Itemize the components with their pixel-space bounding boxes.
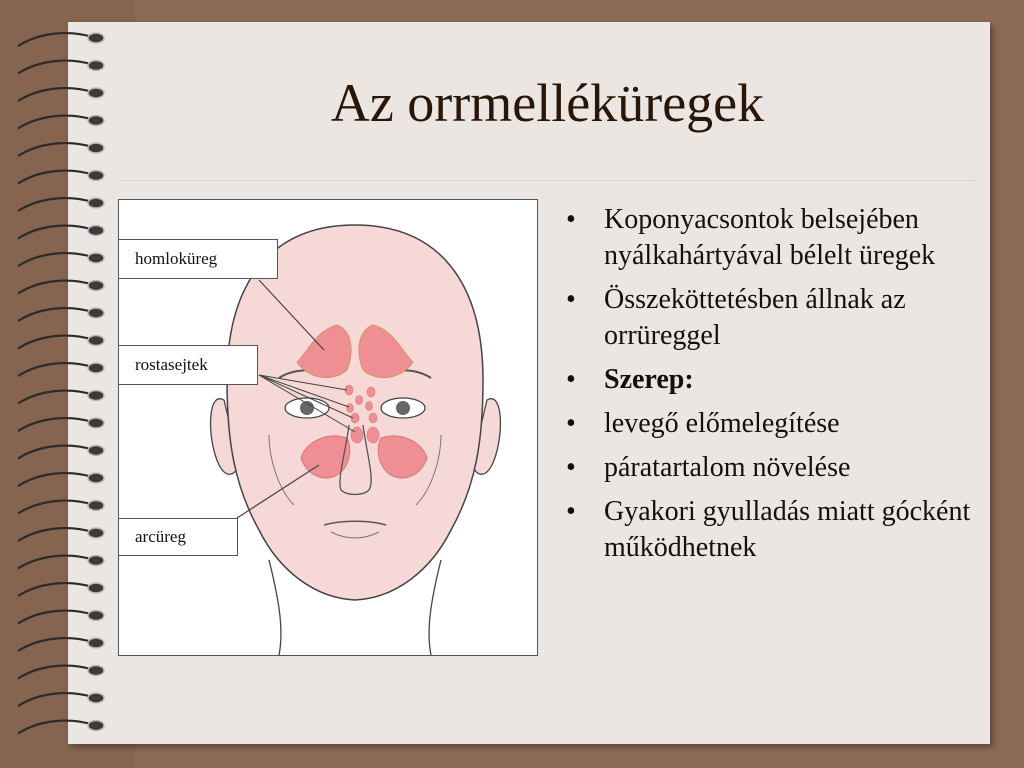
spiral-wire <box>18 583 92 596</box>
spiral-wire <box>18 611 92 624</box>
title-divider <box>120 180 975 181</box>
bullet-text: Gyakori gyulladás miatt gócként működhetnek <box>604 496 971 563</box>
spiral-binding <box>0 0 120 768</box>
spiral-hole <box>88 638 104 648</box>
bullet-item <box>560 202 980 274</box>
label-maxillary-sinus: arcüreg <box>118 518 238 556</box>
bullet-item <box>560 406 980 442</box>
spiral-hole <box>88 226 104 236</box>
spiral-hole <box>88 281 104 291</box>
bullet-text-bold: Szerep: <box>604 364 694 395</box>
spiral-hole <box>88 721 104 731</box>
spiral-wire <box>18 666 92 679</box>
spiral-wire <box>18 418 92 431</box>
spiral-wire <box>18 281 92 294</box>
spiral-wire <box>18 61 92 74</box>
bullet-glyph: • <box>566 364 576 395</box>
spiral-wire <box>18 171 92 184</box>
spiral-wire <box>18 391 92 404</box>
bullet-item <box>560 282 980 354</box>
spiral-wire <box>18 88 92 101</box>
spiral-wire <box>18 638 92 651</box>
bullet-glyph: • <box>566 496 576 527</box>
spiral-hole <box>88 61 104 71</box>
spiral-wire <box>18 501 92 514</box>
spiral-hole <box>88 116 104 126</box>
bullet-text: Összeköttetésben állnak az orrüreggel <box>604 284 906 351</box>
bullet-text: levegő előmelegítése <box>604 408 840 439</box>
bullet-text: páratartalom növelése <box>604 452 851 483</box>
spiral-hole <box>88 171 104 181</box>
spiral-hole <box>88 336 104 346</box>
spiral-wire <box>18 116 92 129</box>
spiral-wire <box>18 33 92 46</box>
label-frontal-sinus: homloküreg <box>118 239 278 279</box>
spiral-hole <box>88 693 104 703</box>
spiral-hole <box>88 666 104 676</box>
spiral-hole <box>88 391 104 401</box>
spiral-hole <box>88 528 104 538</box>
spiral-wire <box>18 528 92 541</box>
spiral-hole <box>88 253 104 263</box>
slide-title: Az orrmelléküregek <box>330 73 765 133</box>
spiral-hole <box>88 446 104 456</box>
spiral-wire <box>18 693 92 706</box>
spiral-hole <box>88 33 104 43</box>
bullet-glyph: • <box>566 452 576 483</box>
spiral-hole <box>88 418 104 428</box>
spiral-wire <box>18 473 92 486</box>
spiral-wire <box>18 336 92 349</box>
spiral-wire <box>18 308 92 321</box>
bullet-item <box>560 362 980 398</box>
spiral-wire <box>18 143 92 156</box>
spiral-wire <box>18 556 92 569</box>
spiral-wire <box>18 198 92 211</box>
spiral-hole <box>88 198 104 208</box>
spiral-hole <box>88 143 104 153</box>
bullet-item <box>560 494 980 566</box>
spiral-wire <box>18 363 92 376</box>
spiral-wire <box>18 446 92 459</box>
bullet-glyph: • <box>566 408 576 439</box>
bullet-text: Koponyacsontok belsejében nyálkahártyával bélelt üregek <box>604 204 936 271</box>
spiral-hole <box>88 611 104 621</box>
bullet-list <box>560 202 980 574</box>
spiral-hole <box>88 88 104 98</box>
bullet-glyph: • <box>566 284 576 315</box>
spiral-hole <box>88 473 104 483</box>
bullet-item <box>560 450 980 486</box>
spiral-hole <box>88 308 104 318</box>
spiral-hole <box>88 501 104 511</box>
label-ethmoid-cells: rostasejtek <box>118 345 258 385</box>
spiral-wire <box>18 721 92 734</box>
spiral-hole <box>88 556 104 566</box>
spiral-wire <box>18 253 92 266</box>
spiral-hole <box>88 363 104 373</box>
bullet-glyph: • <box>566 204 576 235</box>
spiral-hole <box>88 583 104 593</box>
spiral-wire <box>18 226 92 239</box>
